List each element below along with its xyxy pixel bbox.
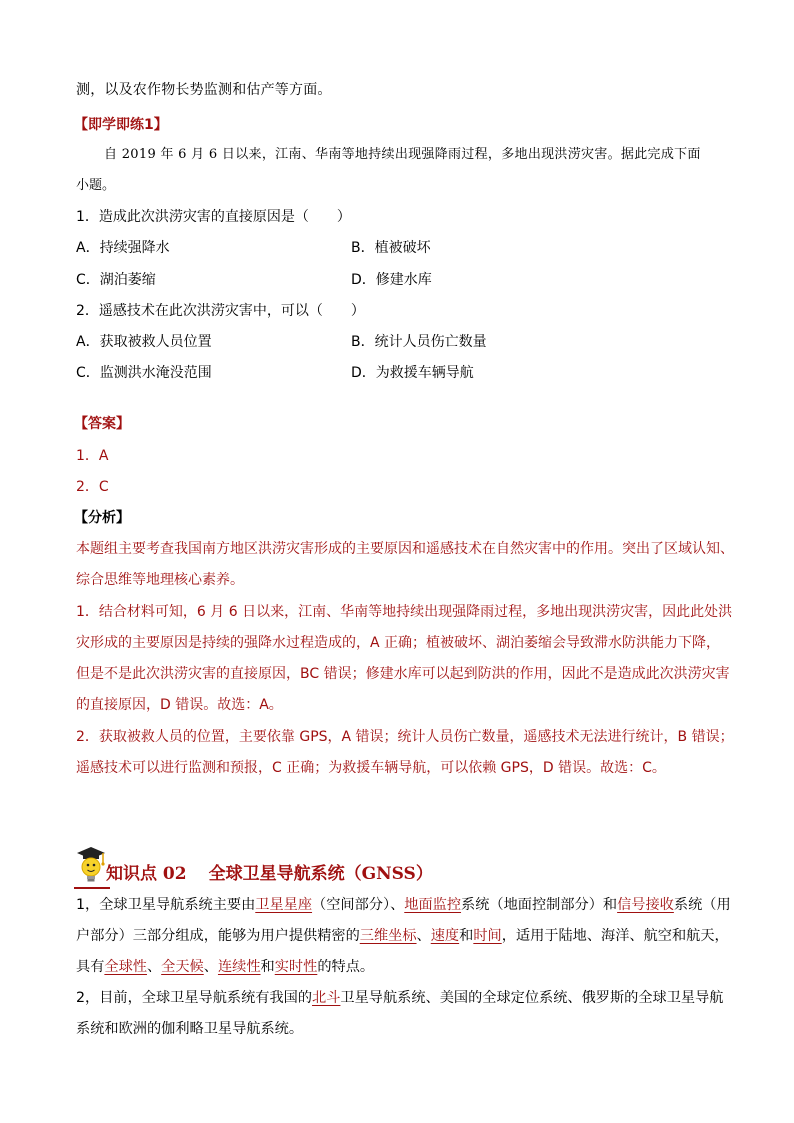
analysis-heading: 【分析】	[74, 510, 130, 526]
kp-para1-line1	[76, 895, 731, 915]
practice-intro-line1: 自 2019 年 6 月 6 日以来，江南、华南等地持续出现强降雨过程，多地出现洪涝灾害。据此完成下面	[104, 147, 701, 162]
text: 、	[416, 928, 431, 944]
analysis-summary-line1: 本题组主要考查我国南方地区洪涝灾害形成的主要原因和遥感技术在自然灾害中的作用。突出了区域认知、	[76, 541, 734, 557]
text: 2，目前，全球卫星导航系统有我国的	[76, 990, 313, 1006]
question-1-option-d: D．修建水库	[351, 272, 432, 288]
practice-heading: 【即学即练1】	[74, 117, 168, 133]
term-time: 时间	[473, 928, 502, 944]
term-global: 全球性	[104, 959, 147, 975]
knowledge-point-underline	[74, 887, 110, 889]
term-beidou: 北斗	[312, 990, 341, 1006]
analysis-p2-line1: 2．获取被救人员的位置，主要依靠 GPS，A 错误；统计人员伤亡数量，遥感技术无法进行统计，B 错误；	[76, 729, 734, 745]
answer-heading: 【答案】	[74, 416, 130, 432]
question-1-option-b: B．植被破坏	[351, 240, 431, 256]
text: 系统（地面控制部分）和	[461, 897, 618, 913]
answer-1: 1．A	[76, 448, 109, 464]
practice-intro-line2: 小题。	[76, 178, 116, 193]
text: 的特点。	[317, 959, 375, 975]
text: 、	[146, 959, 162, 975]
analysis-p2-line2: 遥感技术可以进行监测和预报，C 正确；为救援车辆导航，可以依赖 GPS，D 错误。故选：C。	[76, 760, 666, 776]
term-speed: 速度	[430, 928, 460, 944]
text: ，适用于陆地、海洋、航空和航天，	[501, 928, 729, 944]
analysis-p1-line4: 的直接原因，D 错误。故选：A。	[76, 697, 283, 713]
question-2-stem: 2．遥感技术在此次洪涝灾害中，可以（ ）	[76, 303, 365, 319]
text: 和	[260, 959, 275, 975]
term-3d-coordinates: 三维坐标	[359, 928, 417, 944]
knowledge-point-title	[106, 863, 433, 885]
analysis-p1-line1: 1．结合材料可知，6 月 6 日以来，江南、华南等地持续出现强降雨过程，多地出现洪涝灾害，因此此处洪	[76, 604, 733, 620]
analysis-p1-line2: 灾形成的主要原因是持续的强降水过程造成的，A 正确；植被破坏、湖泊萎缩会导致滞水防洪能力下降，	[76, 635, 721, 651]
text: 卫星导航系统、美国的全球定位系统、俄罗斯的全球卫星导航	[340, 990, 724, 1006]
question-1-stem: 1．造成此次洪涝灾害的直接原因是（ ）	[76, 209, 351, 225]
kp-para1-line2	[76, 926, 729, 946]
knowledge-point-heading: 全球卫星导航系统（GNSS）	[208, 864, 433, 884]
analysis-summary-line2: 综合思维等地理核心素养。	[76, 572, 244, 588]
analysis-p1-line3: 但是不是此次洪涝灾害的直接原因，BC 错误；修建水库可以起到防洪的作用，因此不是造成此次洪涝灾害	[76, 666, 730, 682]
question-2-option-d: D．为救援车辆导航	[351, 365, 474, 381]
text: 户部分）三部分组成，能够为用户提供精密的	[76, 928, 360, 944]
term-signal-receiving: 信号接收	[617, 897, 674, 913]
top-line: 测，以及农作物长势监测和估产等方面。	[76, 82, 332, 98]
text: 系统（用	[673, 897, 731, 913]
question-2-option-c: C．监测洪水淹没范围	[76, 365, 212, 381]
question-2-option-b: B．统计人员伤亡数量	[351, 334, 487, 350]
text: 具有	[76, 959, 105, 975]
answer-2: 2．C	[76, 479, 109, 495]
question-1-option-a: A．持续强降水	[76, 240, 170, 256]
text: （空间部分）、	[312, 897, 405, 913]
term-ground-monitoring: 地面监控	[404, 897, 462, 913]
knowledge-point-label: 知识点 02	[106, 864, 187, 884]
text: 、	[203, 959, 218, 975]
question-1-option-c: C．湖泊萎缩	[76, 272, 156, 288]
term-all-weather: 全天候	[161, 959, 204, 975]
text: 和	[459, 928, 474, 944]
kp-para1-line3	[76, 957, 374, 977]
term-continuity: 连续性	[217, 959, 261, 975]
term-satellite-constellation: 卫星星座	[255, 897, 313, 913]
kp-para2-line2: 系统和欧洲的伽利略卫星导航系统。	[76, 1021, 304, 1037]
term-real-time: 实时性	[274, 959, 318, 975]
graduate-lightbulb-icon	[74, 845, 108, 885]
kp-para2-line1	[76, 988, 724, 1008]
question-2-option-a: A．获取被救人员位置	[76, 334, 212, 350]
text: 1，全球卫星导航系统主要由	[76, 897, 256, 913]
